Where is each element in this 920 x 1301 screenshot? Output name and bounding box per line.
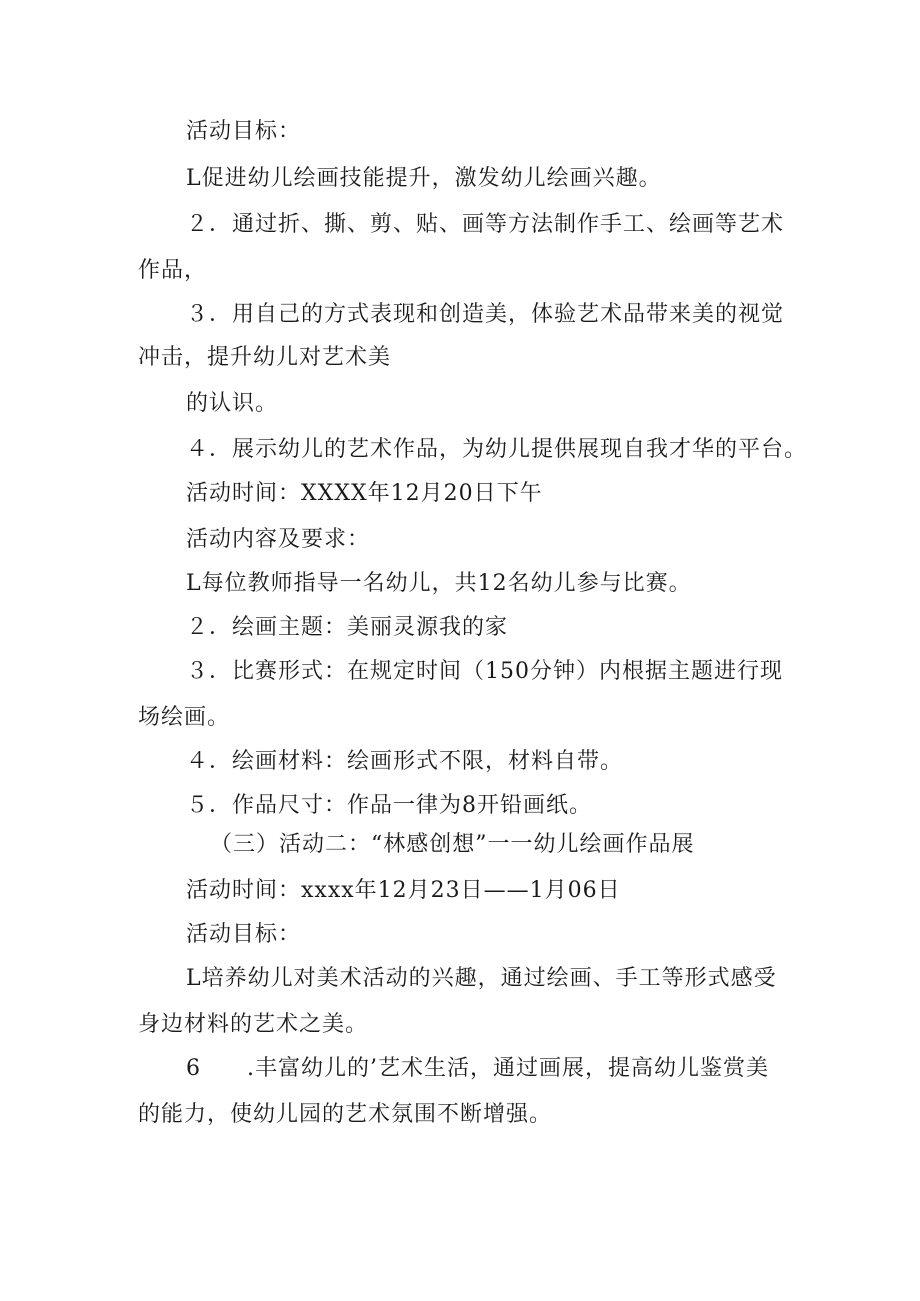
- paragraph-line: 作品，: [138, 258, 208, 283]
- section-heading: 活动目标：: [186, 922, 302, 947]
- paragraph-line: L每位教师指导一名幼儿，共12名幼儿参与比赛。: [186, 571, 692, 596]
- paragraph-line: 活动时间：XXXX年12月20日下午: [186, 481, 543, 506]
- paragraph-line: 冲击，提升幼儿对艺术美: [138, 345, 392, 370]
- paragraph-line: 身边材料的艺术之美。: [138, 1012, 369, 1037]
- paragraph-line: 场绘画。: [138, 705, 231, 730]
- section-heading: （三）活动二：“林感创想”一一幼儿绘画作品展: [210, 832, 695, 857]
- paragraph-line: L培养幼儿对美术活动的兴趣，通过绘画、手工等形式感受: [186, 966, 777, 991]
- paragraph-line: ４．绘画材料：绘画形式不限，材料自带。: [186, 749, 624, 774]
- paragraph-line: 活动时间：xxxx年12月23日——1月06日: [186, 878, 621, 903]
- paragraph-line: ３．用自己的方式表现和创造美，体验艺术品带来美的视觉: [186, 302, 785, 327]
- paragraph-line: ４．展示幼儿的艺术作品，为幼儿提供展现自我才华的平台。: [186, 437, 808, 462]
- paragraph-line: ５．作品尺寸：作品一律为8开铅画纸。: [186, 793, 592, 818]
- section-heading: 活动目标：: [186, 119, 302, 144]
- paragraph-line: ２．通过折、撕、剪、贴、画等方法制作手工、绘画等艺术: [186, 212, 785, 237]
- paragraph-line: ３．比赛形式：在规定时间（150分钟）内根据主题进行现: [186, 659, 783, 684]
- section-heading: 活动内容及要求：: [186, 527, 371, 552]
- paragraph-line: 的认识。: [186, 391, 279, 416]
- paragraph-line: 6 .丰富幼儿的’艺术生活，通过画展，提高幼儿鉴赏美: [186, 1056, 769, 1081]
- paragraph-line: L促进幼儿绘画技能提升，激发幼儿绘画兴趣。: [186, 166, 662, 191]
- paragraph-line: ２．绘画主题：美丽灵源我的家: [186, 615, 509, 640]
- paragraph-line: 的能力，使幼儿园的艺术氛围不断增强。: [138, 1102, 553, 1127]
